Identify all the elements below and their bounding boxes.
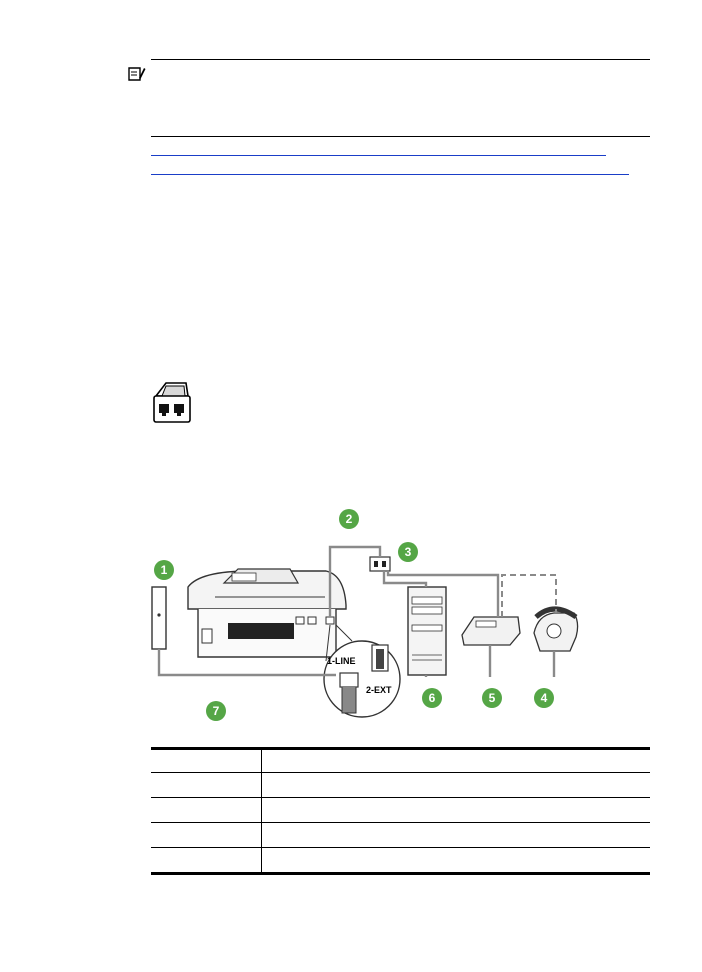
svg-text:3: 3 — [404, 545, 412, 559]
svg-text:4: 4 — [540, 691, 548, 705]
note-icon — [128, 66, 146, 82]
port-ext-label: 2-EXT — [366, 685, 392, 695]
link-underline[interactable] — [151, 174, 629, 175]
table-cell — [151, 848, 262, 873]
wall-jack — [152, 587, 166, 649]
table-cell — [151, 798, 262, 823]
table-cell — [262, 773, 651, 798]
table-bottom-rule — [151, 873, 650, 875]
table-row — [151, 748, 650, 773]
table-row — [151, 798, 650, 823]
answering-machine — [462, 617, 520, 645]
table-cell — [151, 823, 262, 848]
svg-text:5: 5 — [488, 691, 496, 705]
computer — [408, 587, 446, 675]
svg-text:2: 2 — [345, 512, 353, 526]
printer — [188, 569, 346, 657]
table-cell — [262, 848, 651, 873]
table-row — [151, 848, 650, 873]
table-row — [151, 773, 650, 798]
splitter — [370, 557, 390, 571]
table-row — [151, 823, 650, 848]
port-line-label: 1-LINE — [327, 656, 356, 666]
connection-diagram — [140, 505, 590, 725]
note-top-rule — [151, 59, 650, 60]
link-underline[interactable] — [151, 155, 606, 156]
table-cell — [151, 773, 262, 798]
svg-text:6: 6 — [428, 691, 436, 705]
table-cell — [151, 748, 262, 773]
parallel-splitter-icon — [150, 380, 194, 426]
table-cell — [262, 823, 651, 848]
legend-table — [151, 748, 650, 873]
note-bottom-rule — [151, 136, 650, 137]
table-cell — [262, 798, 651, 823]
telephone — [534, 609, 578, 651]
svg-text:1: 1 — [160, 563, 168, 577]
table-cell — [262, 748, 651, 773]
svg-text:7: 7 — [212, 704, 220, 718]
